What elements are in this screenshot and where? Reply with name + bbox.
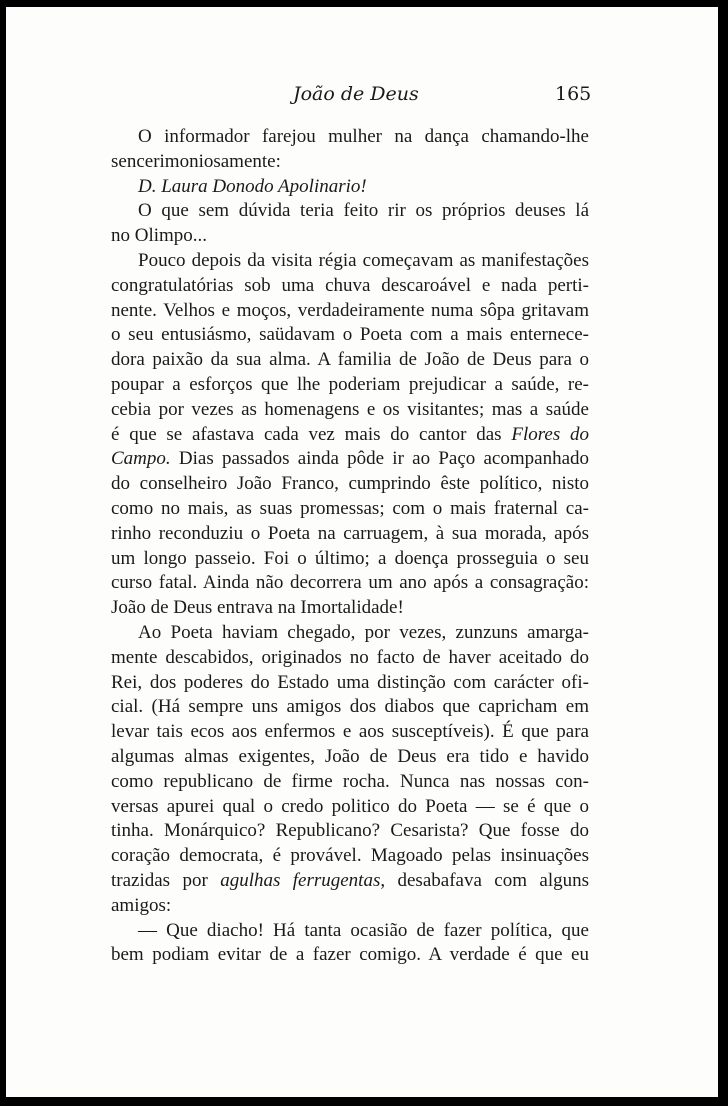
text-line: levar tais ecos aos enfermos e aos susceptíveis). É que para (111, 721, 589, 743)
text-line: O que sem dúvida teria feito rir os próprios deuses lá (138, 200, 589, 222)
text-line: no Olimpo... (111, 225, 208, 247)
text-segment: Dias passados ainda pôde ir ao Paço acompanhado (170, 448, 589, 470)
italic-title: Flores do (511, 423, 590, 445)
text-line: coração democrata, é provável. Magoado pelas insinuações (111, 845, 589, 867)
italic-title: Campo. (111, 448, 171, 470)
text-line: nente. Velhos e moços, verdadeiramente numa sôpa gritavam (111, 299, 589, 321)
book-page (6, 7, 718, 1097)
text-line: mente descabidos, originados no facto de haver aceitado do (111, 646, 589, 668)
text-segment: trazidas por (111, 869, 221, 891)
page-number: 165 (555, 83, 592, 105)
text-line: Rei, dos poderes do Estado uma distinção com carácter ofi- (111, 671, 589, 693)
text-segment: é que se afastava cada vez mais do cantor das (111, 423, 512, 445)
text-line: um longo passeio. Foi o último; a doença prosseguia o seu (111, 547, 589, 569)
text-line: curso fatal. Ainda não decorrera um ano após a consagração: (111, 572, 589, 594)
text-line (111, 447, 589, 472)
text-line: bem podiam evitar de a fazer comigo. A verdade é que eu (111, 944, 589, 966)
text-line: dora paixão da sua alma. A familia de João de Deus para o (111, 349, 589, 371)
text-line: D. Laura Donodo Apolinario! (138, 175, 367, 197)
text-line: Ao Poeta haviam chegado, por vezes, zunzuns amarga- (138, 621, 589, 643)
text-line: amigos: (111, 894, 172, 916)
text-line: — Que diacho! Há tanta ocasião de fazer política, que (138, 919, 589, 941)
text-line: versas apurei qual o credo politico do Poeta — se é que o (111, 795, 589, 817)
text-line: rinho reconduziu o Poeta na carruagem, à sua morada, após (111, 522, 589, 544)
text-line: tinha. Monárquico? Republicano? Cesarista? Que fosse do (111, 820, 589, 842)
text-line: o seu entusiásmo, saüdavam o Poeta com a mais enternece- (111, 324, 589, 346)
text-line: Pouco depois da visita régia começavam as manifestações (138, 249, 589, 271)
text-line: O informador farejou mulher na dança chamando-lhe (138, 126, 589, 147)
text-line: João de Deus entrava na Imortalidade! (111, 597, 404, 619)
text-line: cial. (Há sempre uns amigos dos diabos que capricham em (111, 696, 589, 718)
running-head (6, 83, 718, 109)
text-segment: , desabafava com alguns (380, 869, 589, 891)
text-line: como no mais, as suas promessas; com o mais fraternal ca- (111, 497, 589, 519)
italic-phrase: agulhas ferrugentas (220, 869, 381, 891)
text-line (111, 423, 589, 448)
text-line: cebia por vezes as homenagens e os visitantes; mas a saúde (111, 398, 589, 420)
text-line: sencerimoniosamente: (111, 150, 281, 172)
text-line: poupar a esforços que lhe poderiam prejudicar a saúde, re- (111, 373, 589, 395)
text-line: do conselheiro João Franco, cumprindo êste político, nisto (111, 473, 589, 495)
text-line: congratulatórias sob uma chuva descaroável e nada perti- (111, 274, 589, 296)
text-line: como republicano de firme rocha. Nunca nas nossas con- (111, 770, 589, 792)
body-text (111, 125, 589, 968)
running-title: João de Deus (293, 83, 419, 105)
text-line: algumas almas exigentes, João de Deus era tido e havido (111, 745, 589, 767)
text-line (111, 869, 589, 894)
